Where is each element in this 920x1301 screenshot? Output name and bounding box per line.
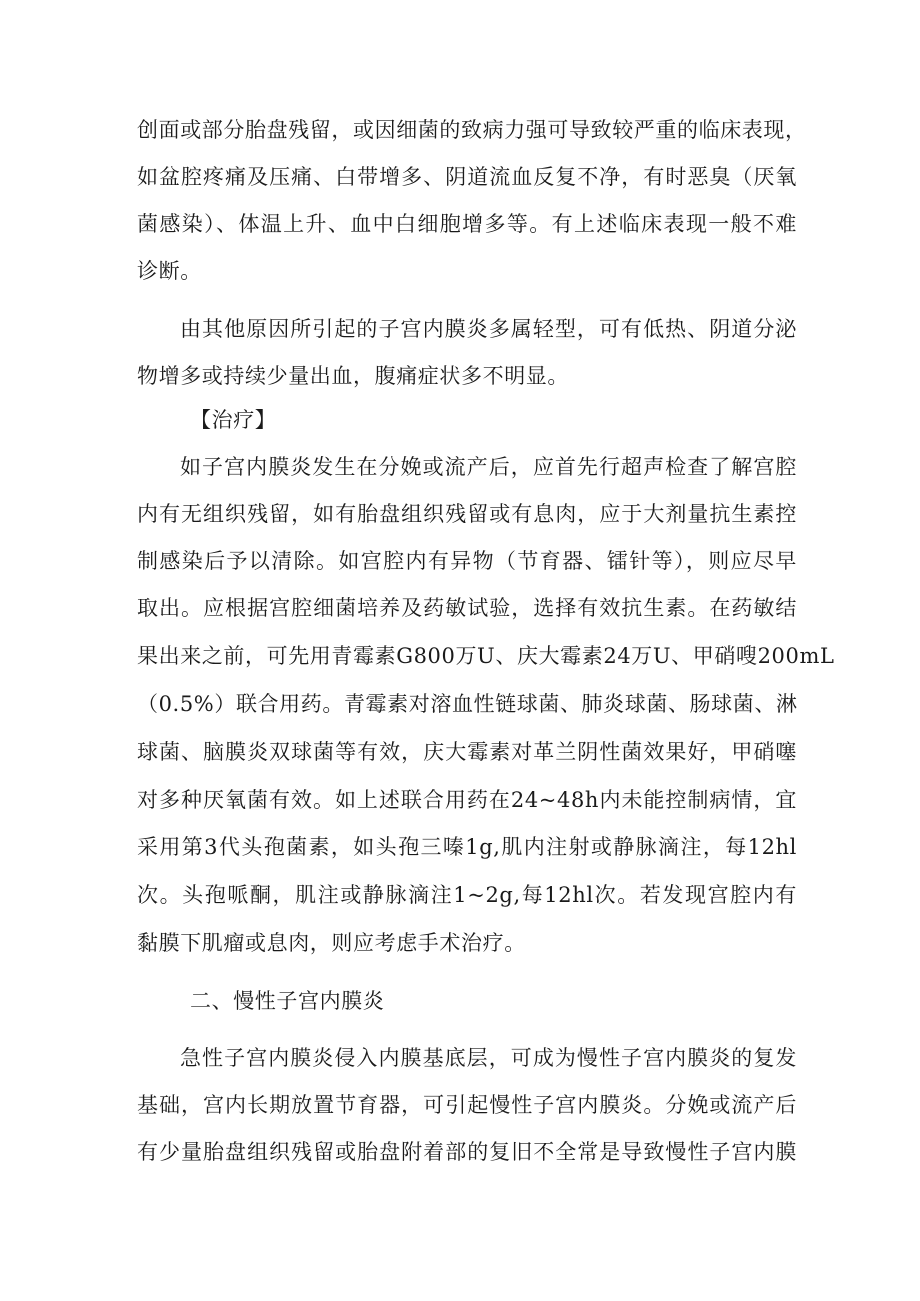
paragraph-3-line-3: 制感染后予以清除。如宫腔内有异物（节育器、镭针等），则应尽早 bbox=[137, 549, 797, 573]
paragraph-3-line-10: 次。头孢哌酮，肌注或静脉滴注1~2g,每12hl次。若发现宫腔内有 bbox=[137, 883, 797, 907]
paragraph-3-line-2: 内有无组织残留，如有胎盘组织残留或有息肉，应于大剂量抗生素控 bbox=[137, 502, 797, 526]
paragraph-1-line-1: 创面或部分胎盘残留，或因细菌的致病力强可导致较严重的临床表现， bbox=[137, 118, 807, 142]
paragraph-3-line-9: 采用第3代头孢菌素，如头孢三嗪1g,肌内注射或静脉滴注，每12hl bbox=[137, 835, 797, 859]
paragraph-4-line-2: 基础，宫内长期放置节育器，可引起慢性子宫内膜炎。分娩或流产后 bbox=[137, 1093, 797, 1117]
paragraph-3-line-6: （0.5%）联合用药。青霉素对溶血性链球菌、肺炎球菌、肠球菌、淋 bbox=[137, 692, 798, 716]
paragraph-3-line-8: 对多种厌氧菌有效。如上述联合用药在24~48h内未能控制病情，宜 bbox=[137, 788, 797, 812]
paragraph-1-line-4: 诊断。 bbox=[137, 259, 202, 283]
paragraph-2-line-2: 物增多或持续少量出血，腹痛症状多不明显。 bbox=[137, 364, 569, 388]
paragraph-4-line-3: 有少量胎盘组织残留或胎盘附着部的复旧不全常是导致慢性子宫内膜 bbox=[137, 1140, 797, 1164]
paragraph-3-line-11: 黏膜下肌瘤或息肉，则应考虑手术治疗。 bbox=[137, 931, 526, 955]
paragraph-3-line-7: 球菌、脑膜炎双球菌等有效，庆大霉素对革兰阴性菌效果好，甲硝噻 bbox=[137, 740, 797, 764]
paragraph-4-line-1: 急性子宫内膜炎侵入内膜基底层，可成为慢性子宫内膜炎的复发 bbox=[180, 1046, 797, 1070]
paragraph-1-line-3: 菌感染）、体温上升、血中白细胞增多等。有上述临床表现一般不难 bbox=[137, 212, 797, 236]
paragraph-2-line-1: 由其他原因所引起的子宫内膜炎多属轻型，可有低热、阴道分泌 bbox=[180, 317, 797, 341]
paragraph-1-line-2: 如盆腔疼痛及压痛、白带增多、阴道流血反复不净，有时恶臭（厌氧 bbox=[137, 165, 797, 189]
section-heading-treatment: 【治疗】 bbox=[190, 408, 277, 432]
paragraph-3-line-5: 果出来之前，可先用青霉素G800万U、庆大霉素24万U、甲硝嗖200mL bbox=[137, 644, 835, 668]
section-heading-chronic-endometritis: 二、慢性子宫内膜炎 bbox=[190, 989, 385, 1013]
paragraph-3-line-4: 取出。应根据宫腔细菌培养及药敏试验，选择有效抗生素。在药敏结 bbox=[137, 596, 797, 620]
paragraph-3-line-1: 如子宫内膜炎发生在分娩或流产后，应首先行超声检查了解宫腔 bbox=[180, 455, 797, 479]
